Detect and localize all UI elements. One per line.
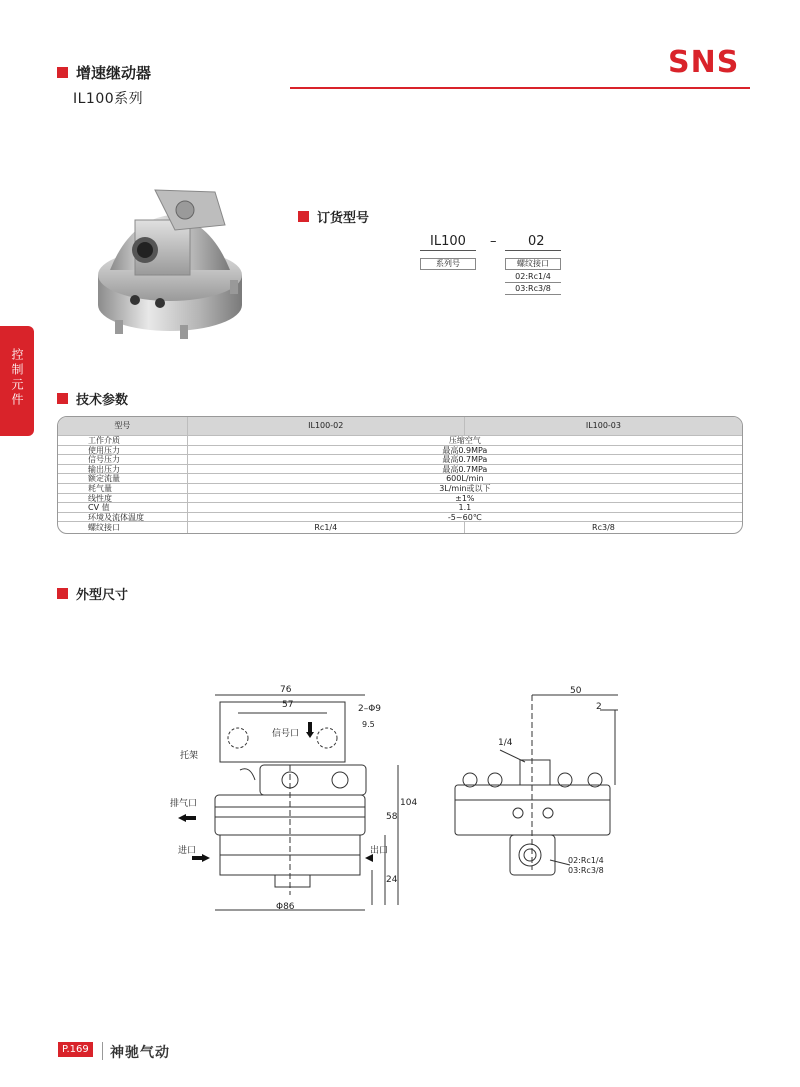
- dimensions-section-title: 外型尺寸: [76, 588, 129, 603]
- spec-value: 1.1: [458, 503, 472, 513]
- spec-value: 3L/min或以下: [439, 483, 491, 493]
- dim-76: 76: [280, 685, 292, 695]
- spec-value: 最高0.7MPa: [442, 464, 488, 474]
- spec-value: Rc1/4: [188, 522, 465, 533]
- spec-name: 使用压力: [58, 446, 188, 455]
- order-thread-option: 03:Rc3/8: [505, 283, 561, 295]
- spec-value: -5~60℃: [447, 512, 482, 522]
- header-title-row: [57, 62, 151, 83]
- table-row: [58, 435, 742, 445]
- table-row: [58, 445, 742, 455]
- dim-2: 2: [596, 702, 602, 712]
- spec-header-cell: 型号: [58, 417, 188, 435]
- spec-name: 线性度: [58, 494, 188, 503]
- dim-57: 57: [282, 700, 294, 710]
- header-divider: [290, 87, 750, 89]
- table-row: [58, 502, 742, 512]
- product-photo: [90, 180, 250, 350]
- specs-section-header: [57, 389, 128, 408]
- dim-104: 104: [400, 798, 418, 808]
- spec-name: 环境及流体温度: [58, 513, 188, 522]
- order-underline-thread: [505, 250, 561, 251]
- dim-24: 24: [386, 875, 398, 885]
- section-marker-icon: [298, 211, 309, 222]
- order-label-series: 系列号: [420, 258, 476, 270]
- spec-name: 额定流量: [58, 474, 188, 483]
- spec-value: ±1%: [455, 493, 475, 503]
- series-subtitle: IL100系列: [73, 91, 144, 107]
- spec-header-cell: IL100-02: [188, 417, 465, 435]
- table-row: [58, 521, 742, 533]
- page-number: P.169: [58, 1042, 93, 1057]
- side-thread-option: 03:Rc3/8: [568, 866, 604, 875]
- dim-58: 58: [386, 812, 398, 822]
- spec-value: 最高0.9MPa: [442, 445, 488, 455]
- spec-table-header: [58, 417, 742, 435]
- table-row: [58, 493, 742, 503]
- spec-name: 工作介质: [58, 436, 188, 445]
- spec-value: 最高0.7MPa: [442, 455, 488, 465]
- order-section-header: [298, 207, 369, 226]
- order-code-thread: 02: [528, 234, 545, 249]
- dimensions-section-header: [57, 584, 128, 603]
- order-label-thread: 螺纹接口: [505, 258, 561, 270]
- dim-50: 50: [570, 686, 582, 696]
- table-row: [58, 512, 742, 522]
- side-tab-label: 控制元件: [10, 348, 24, 408]
- brand-logo: SNS: [668, 45, 740, 80]
- spec-value: 压缩空气: [448, 436, 481, 445]
- side-category-tab: [0, 326, 34, 436]
- order-code-dash: –: [490, 234, 497, 249]
- spec-header-cell: IL100-03: [585, 421, 621, 430]
- spec-table: [57, 416, 743, 534]
- specs-section-title: 技术参数: [76, 393, 129, 408]
- side-view-drawing: [450, 680, 630, 880]
- label-exhaust: 排气口: [170, 799, 198, 809]
- label-bracket: 托架: [180, 751, 199, 761]
- dim-9-5: 9.5: [362, 720, 375, 729]
- spec-name: 耗气量: [58, 484, 188, 493]
- footer-brand: 神驰气动: [110, 1045, 170, 1061]
- label-outlet: 出口: [370, 846, 389, 856]
- dim-86: Φ86: [276, 902, 295, 912]
- front-view-drawing: [160, 680, 420, 920]
- spec-name: CV 值: [58, 503, 188, 512]
- table-row: [58, 473, 742, 483]
- spec-value: 600L/min: [446, 474, 484, 484]
- order-code-series: IL100: [430, 234, 466, 249]
- spec-name: 输出压力: [58, 465, 188, 474]
- order-section-title: 订货型号: [317, 211, 370, 226]
- table-row: [58, 454, 742, 464]
- table-row: [58, 464, 742, 474]
- section-marker-icon: [57, 67, 68, 78]
- footer-divider: [102, 1042, 103, 1060]
- section-marker-icon: [57, 393, 68, 404]
- order-underline-series: [420, 250, 476, 251]
- spec-name: 信号压力: [58, 455, 188, 464]
- label-thread-quarter: 1/4: [498, 738, 513, 748]
- side-thread-option: 02:Rc1/4: [568, 856, 604, 865]
- table-row: [58, 483, 742, 493]
- section-marker-icon: [57, 588, 68, 599]
- order-thread-option: 02:Rc1/4: [505, 271, 561, 283]
- spec-value: Rc3/8: [592, 523, 615, 533]
- dim-holes: 2–Φ9: [358, 704, 382, 714]
- label-signal-port: 信号口: [272, 729, 300, 739]
- page-title: 增速继动器: [76, 64, 152, 82]
- spec-name: 螺纹接口: [58, 522, 188, 533]
- label-inlet: 进口: [178, 846, 197, 856]
